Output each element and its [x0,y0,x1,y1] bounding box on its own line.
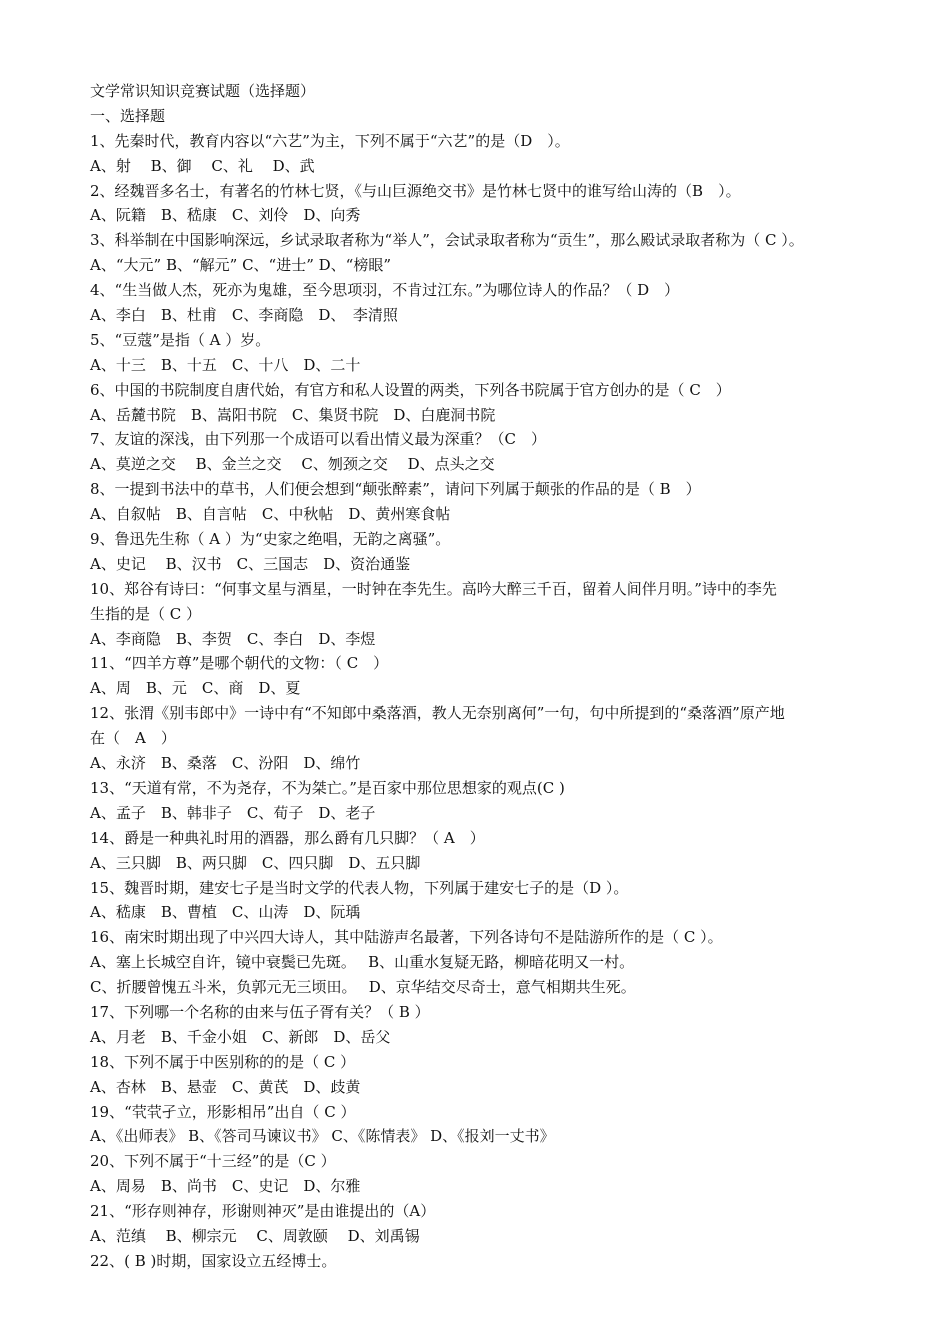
answer-options: A、莫逆之交 B、金兰之交 C、刎颈之交 D、点头之交 [90,455,495,474]
answer-options: C、折腰曾愧五斗米，负郭元无三顷田。 D、京华结交尽奇士，意气相期共生死。 [90,978,636,997]
answer-options: A、李白 B、杜甫 C、李商隐 D、 李清照 [90,306,398,325]
answer-options: A、范缜 B、柳宗元 C、周敦颐 D、刘禹锡 [90,1226,420,1245]
question-text: 10、郑谷有诗曰：“何事文星与酒星，一时钟在李先生。高吟大醉三千百，留着人间伴月明。”诗中的李先 [90,579,777,598]
document-title: 文学常识知识竞赛试题（选择题） [90,82,316,100]
question-text: 4、“生当做人杰，死亦为鬼雄，至今思项羽，不肯过江东。”为哪位诗人的作品？（ D ） [90,281,680,300]
answer-options: A、李商隐 B、李贺 C、李白 D、李煜 [90,629,376,648]
question-text: 11、“四羊方尊”是哪个朝代的文物：（ C ） [90,654,389,673]
question-text: 5、“豆蔻”是指（ A ）岁。 [90,330,271,349]
answer-options: A、孟子 B、韩非子 C、荀子 D、老子 [90,803,376,822]
question-text: 21、“形存则神存，形谢则神灭”是由谁提出的（A） [90,1202,436,1221]
answer-options: A、自叙帖 B、自言帖 C、中秋帖 D、黄州寒食帖 [90,505,451,524]
question-text: 1、先秦时代，教育内容以“六艺”为主，下列不属于“六艺”的是（D ）。 [90,131,570,150]
answer-options: A、阮籍 B、嵇康 C、刘伶 D、向秀 [90,206,361,225]
question-text: 16、南宋时期出现了中兴四大诗人，其中陆游声名最著，下列各诗句不是陆游所作的是（ C ）。 [90,928,723,947]
question-text: 7、友谊的深浅，由下列那一个成语可以看出情义最为深重？（C ） [90,430,547,449]
question-text: 14、爵是一种典礼时用的酒器，那么爵有几只脚？（ A ） [90,828,485,847]
answer-options: A、岳麓书院 B、嵩阳书院 C、集贤书院 D、白鹿洞书院 [90,405,496,424]
answer-options: A、《出师表》 B、《答司马谏议书》 C、《陈情表》 D、《报刘一丈书》 [90,1127,555,1146]
document-body [90,79,880,1274]
question-text: 15、魏晋时期，建安七子是当时文学的代表人物，下列属于建安七子的是（D ）。 [90,878,629,897]
answer-options: A、杏林 B、悬壶 C、黄芪 D、歧黄 [90,1077,361,1096]
section-heading: 一、选择题 [90,106,166,125]
question-text: 2、经魏晋多名士，有著名的竹林七贤，《与山巨源绝交书》是竹林七贤中的谁写给山涛的（B ）。 [90,181,741,200]
question-text: 9、鲁迅先生称（ A ）为“史家之绝唱，无韵之离骚”。 [90,530,451,549]
answer-options: A、射 B、御 C、礼 D、武 [90,156,315,175]
question-text: 8、一提到书法中的草书，人们便会想到“颠张醉素”，请问下列属于颠张的作品的是（ B ） [90,480,701,499]
answer-options: A、嵇康 B、曹植 C、山涛 D、阮瑀 [90,903,361,922]
answer-options: A、史记 B、汉书 C、三国志 D、资治通鉴 [90,554,411,573]
answer-options: A、十三 B、十五 C、十八 D、二十 [90,355,361,374]
question-text: 12、张渭《别韦郎中》一诗中有“不知郎中桑落酒，教人无奈别离何”一句，句中所提到的“桑落酒”原产地 [90,704,785,723]
answer-options: A、周 B、元 C、商 D、夏 [90,679,301,698]
answer-options: A、周易 B、尚书 C、史记 D、尔雅 [90,1177,361,1196]
question-text: 17、下列哪一个名称的由来与伍子胥有关？（ B ） [90,1002,430,1021]
question-text: 20、下列不属于“十三经”的是（C ） [90,1152,336,1171]
answer-options: A、月老 B、千金小姐 C、新郎 D、岳父 [90,1027,391,1046]
question-text: 22、( B )时期，国家设立五经博士。 [90,1251,337,1270]
question-text: 13、“天道有常，不为尧存，不为桀亡。”是百家中那位思想家的观点(C ) [90,778,565,797]
question-text: 18、下列不属于中医别称的的是（ C ） [90,1052,356,1071]
answer-options: A、塞上长城空自许，镜中衰鬓已先斑。 B、山重水复疑无路，柳暗花明又一村。 [90,953,635,972]
question-list [90,129,880,1274]
answer-options: A、三只脚 B、两只脚 C、四只脚 D、五只脚 [90,853,421,872]
question-continuation: 生指的是（ C ） [90,604,202,623]
question-text: 3、科举制在中国影响深远，乡试录取者称为“举人”，会试录取者称为“贡生”，那么殿试录取者称为（ C ）。 [90,231,804,250]
question-text: 19、“茕茕孑立，形影相吊”出自（ C ） [90,1102,356,1121]
answer-options: A、“大元” B、“解元” C、“进士” D、“榜眼” [90,256,392,275]
question-text: 6、中国的书院制度自唐代始，有官方和私人设置的两类，下列各书院属于官方创办的是（ C ） [90,380,731,399]
question-continuation: 在（ A ） [90,729,176,748]
answer-options: A、永济 B、桑落 C、汾阳 D、绵竹 [90,754,361,773]
